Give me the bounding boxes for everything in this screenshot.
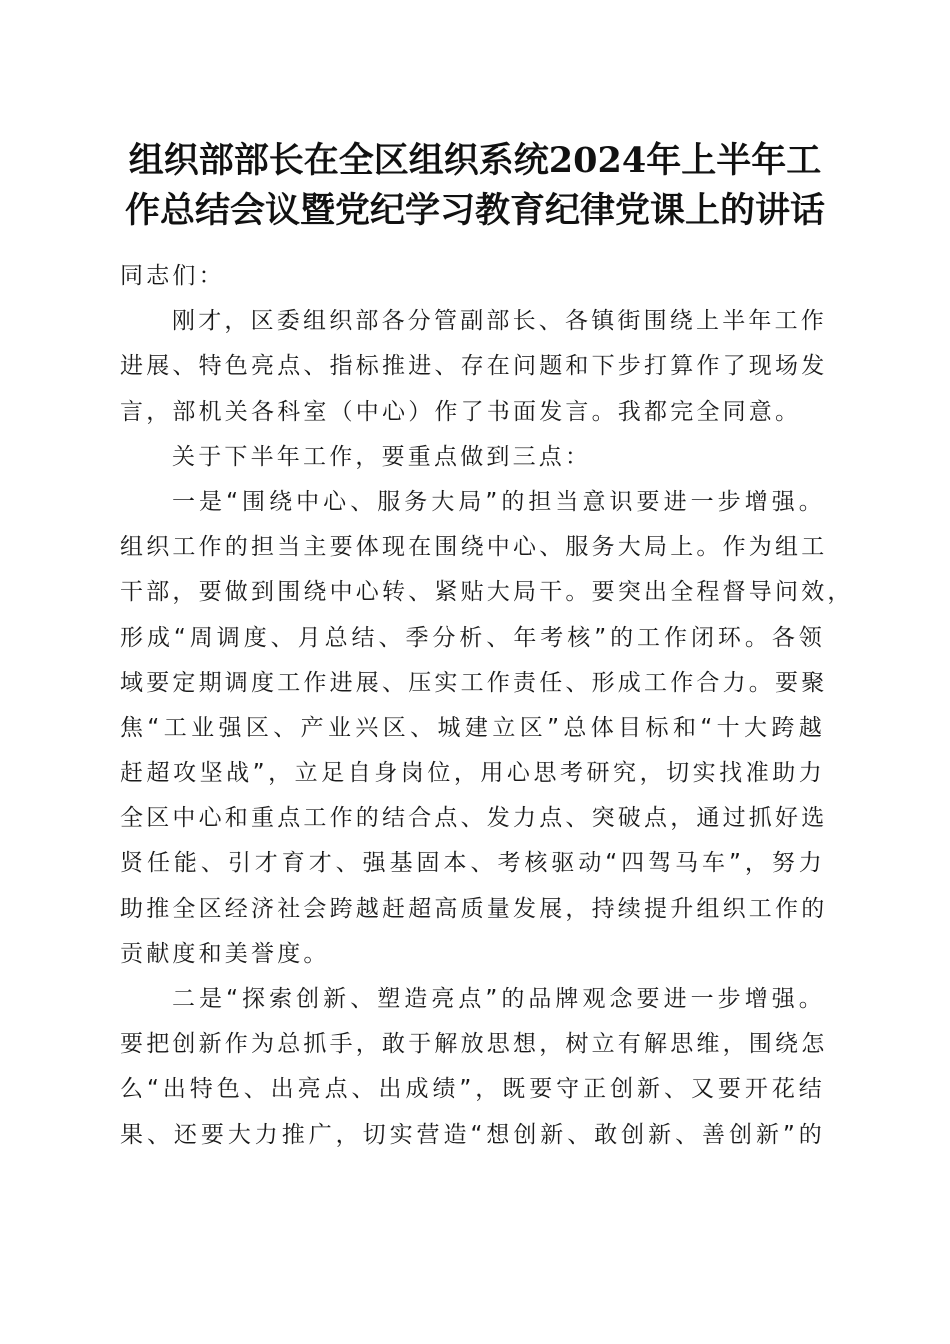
- text-line: 同志们：: [120, 263, 225, 289]
- document-body: [120, 254, 854, 1158]
- text-line: 域要定期调度工作进展、压实工作责任、形成工作合力。要聚: [120, 669, 828, 696]
- text-line: 赶超攻坚战”，立足自身岗位，用心思考研究，切实找准助力: [120, 760, 825, 787]
- title-line: 作总结会议暨党纪学习教育纪律党课上的讲话: [124, 190, 825, 231]
- text-line: 助推全区经济社会跨越赶超高质量发展，持续提升组织工作的: [120, 895, 828, 922]
- text-line: 形成“周调度、月总结、季分析、年考核”的工作闭环。各领: [120, 624, 825, 651]
- text-line: 关于下半年工作，要重点做到三点：: [172, 443, 592, 470]
- text-line: 言，部机关各科室（中心）作了书面发言。我都完全同意。: [120, 398, 802, 425]
- text-line: 焦“工业强区、产业兴区、城建立区”总体目标和“十大跨越: [120, 714, 825, 741]
- title-line: 组织部部长在全区组织系统2024年上半年工: [128, 140, 822, 181]
- text-line: 组织工作的担当主要体现在围绕中心、服务大局上。作为组工: [120, 534, 828, 561]
- text-line: 贡献度和美誉度。: [120, 940, 330, 967]
- text-line: 贤任能、引才育才、强基固本、考核驱动“四驾马车”，努力: [120, 850, 825, 877]
- text-line: 一是“围绕中心、服务大局”的担当意识要进一步增强。: [172, 488, 825, 515]
- text-line: 全区中心和重点工作的结合点、发力点、突破点，通过抓好选: [120, 805, 828, 832]
- document-title: [100, 136, 850, 236]
- text-line: 刚才，区委组织部各分管副部长、各镇街围绕上半年工作: [172, 308, 827, 335]
- text-line: 要把创新作为总抓手，敢于解放思想，树立有解思维，围绕怎: [120, 1031, 828, 1058]
- text-line: 么“出特色、出亮点、出成绩”，既要守正创新、又要开花结: [120, 1076, 825, 1103]
- text-line: 进展、特色亮点、指标推进、存在问题和下步打算作了现场发: [120, 353, 828, 380]
- text-line: 干部，要做到围绕中心转、紧贴大局干。要突出全程督导问效，: [120, 579, 854, 606]
- text-line: 二是“探索创新、塑造亮点”的品牌观念要进一步增强。: [172, 986, 825, 1012]
- text-line: 果、还要大力推广，切实营造“想创新、敢创新、善创新”的: [120, 1121, 825, 1148]
